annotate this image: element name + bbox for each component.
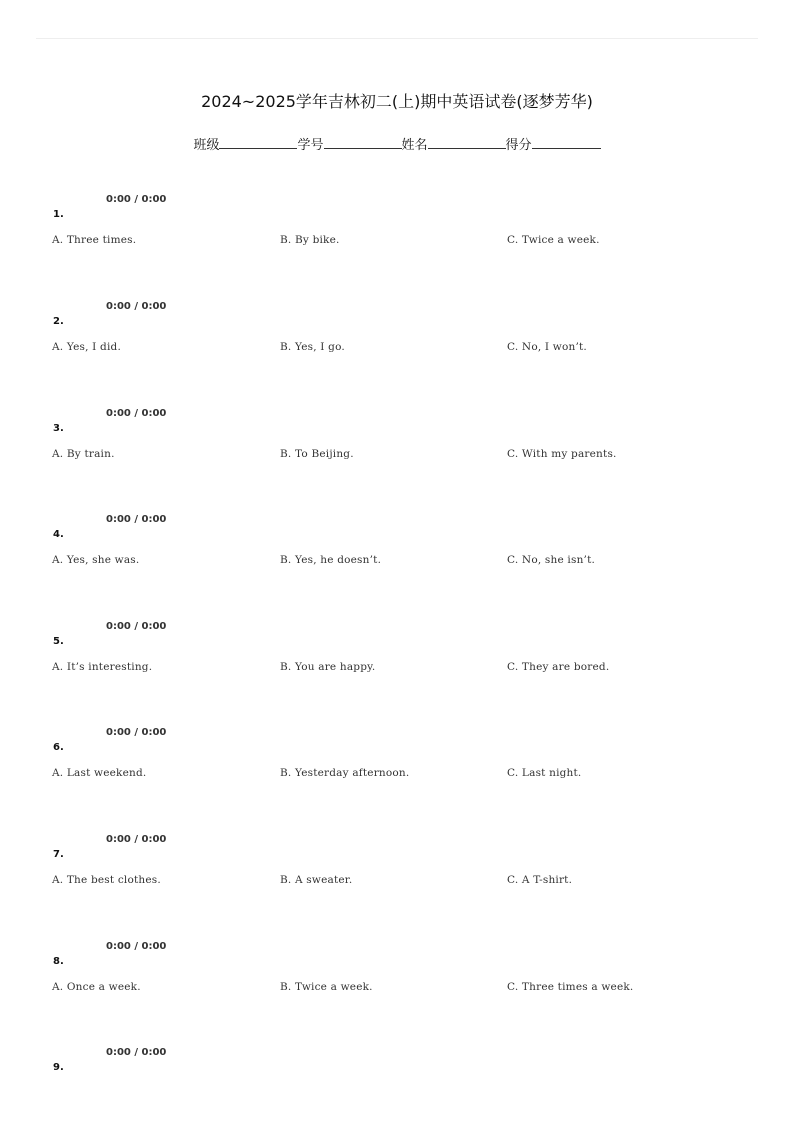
option-b[interactable]: B. To Beijing.	[280, 448, 354, 460]
audio-player-time[interactable]: 0:00 / 0:00	[106, 621, 167, 632]
audio-player-time[interactable]: 0:00 / 0:00	[106, 514, 167, 525]
question-3	[0, 407, 794, 467]
option-a[interactable]: A. Yes, I did.	[52, 341, 121, 353]
class-label: 班级	[193, 138, 220, 153]
name-blank[interactable]	[428, 134, 506, 149]
question-7	[0, 833, 794, 893]
name-label: 姓名	[401, 138, 428, 153]
option-c[interactable]: C. Last night.	[507, 767, 582, 779]
question-9	[0, 1046, 794, 1106]
option-a[interactable]: A. Yes, she was.	[52, 554, 140, 566]
option-b[interactable]: B. You are happy.	[280, 661, 376, 673]
option-a[interactable]: A. By train.	[52, 448, 115, 460]
option-a[interactable]: A. Last weekend.	[52, 767, 147, 779]
question-number: 8.	[53, 956, 64, 967]
option-a[interactable]: A. The best clothes.	[52, 874, 161, 886]
option-b[interactable]: B. Yesterday afternoon.	[280, 767, 410, 779]
question-2	[0, 300, 794, 360]
question-number: 6.	[53, 742, 64, 753]
option-c[interactable]: C. With my parents.	[507, 448, 617, 460]
option-a[interactable]: A. Three times.	[52, 234, 137, 246]
audio-player-time[interactable]: 0:00 / 0:00	[106, 727, 167, 738]
question-8	[0, 940, 794, 1000]
student-id-label: 学号	[297, 138, 324, 153]
question-number: 1.	[53, 209, 64, 220]
question-number: 7.	[53, 849, 64, 860]
option-c[interactable]: C. Twice a week.	[507, 234, 600, 246]
option-b[interactable]: B. Twice a week.	[280, 981, 373, 993]
audio-player-time[interactable]: 0:00 / 0:00	[106, 301, 167, 312]
question-number: 9.	[53, 1062, 64, 1073]
audio-player-time[interactable]: 0:00 / 0:00	[106, 1047, 167, 1058]
option-b[interactable]: B. Yes, I go.	[280, 341, 345, 353]
student-info-line	[0, 134, 794, 155]
question-number: 2.	[53, 316, 64, 327]
option-b[interactable]: B. By bike.	[280, 234, 340, 246]
question-5	[0, 620, 794, 680]
option-b[interactable]: B. A sweater.	[280, 874, 353, 886]
class-blank[interactable]	[219, 134, 297, 149]
question-6	[0, 726, 794, 786]
score-blank[interactable]	[532, 134, 601, 149]
score-label: 得分	[505, 138, 532, 153]
option-a[interactable]: A. Once a week.	[52, 981, 141, 993]
option-a[interactable]: A. It’s interesting.	[52, 661, 153, 673]
question-number: 5.	[53, 636, 64, 647]
option-c[interactable]: C. They are bored.	[507, 661, 610, 673]
option-c[interactable]: C. A T-shirt.	[507, 874, 573, 886]
audio-player-time[interactable]: 0:00 / 0:00	[106, 834, 167, 845]
audio-player-time[interactable]: 0:00 / 0:00	[106, 408, 167, 419]
option-c[interactable]: C. No, she isn’t.	[507, 554, 596, 566]
question-4	[0, 513, 794, 573]
audio-player-time[interactable]: 0:00 / 0:00	[106, 194, 167, 205]
option-c[interactable]: C. Three times a week.	[507, 981, 634, 993]
audio-player-time[interactable]: 0:00 / 0:00	[106, 941, 167, 952]
top-divider	[36, 38, 758, 39]
question-1	[0, 193, 794, 253]
question-number: 4.	[53, 529, 64, 540]
exam-title: 2024~2025学年吉林初二(上)期中英语试卷(逐梦芳华)	[201, 92, 593, 111]
option-c[interactable]: C. No, I won’t.	[507, 341, 587, 353]
option-b[interactable]: B. Yes, he doesn’t.	[280, 554, 382, 566]
student-id-blank[interactable]	[324, 134, 402, 149]
question-number: 3.	[53, 423, 64, 434]
